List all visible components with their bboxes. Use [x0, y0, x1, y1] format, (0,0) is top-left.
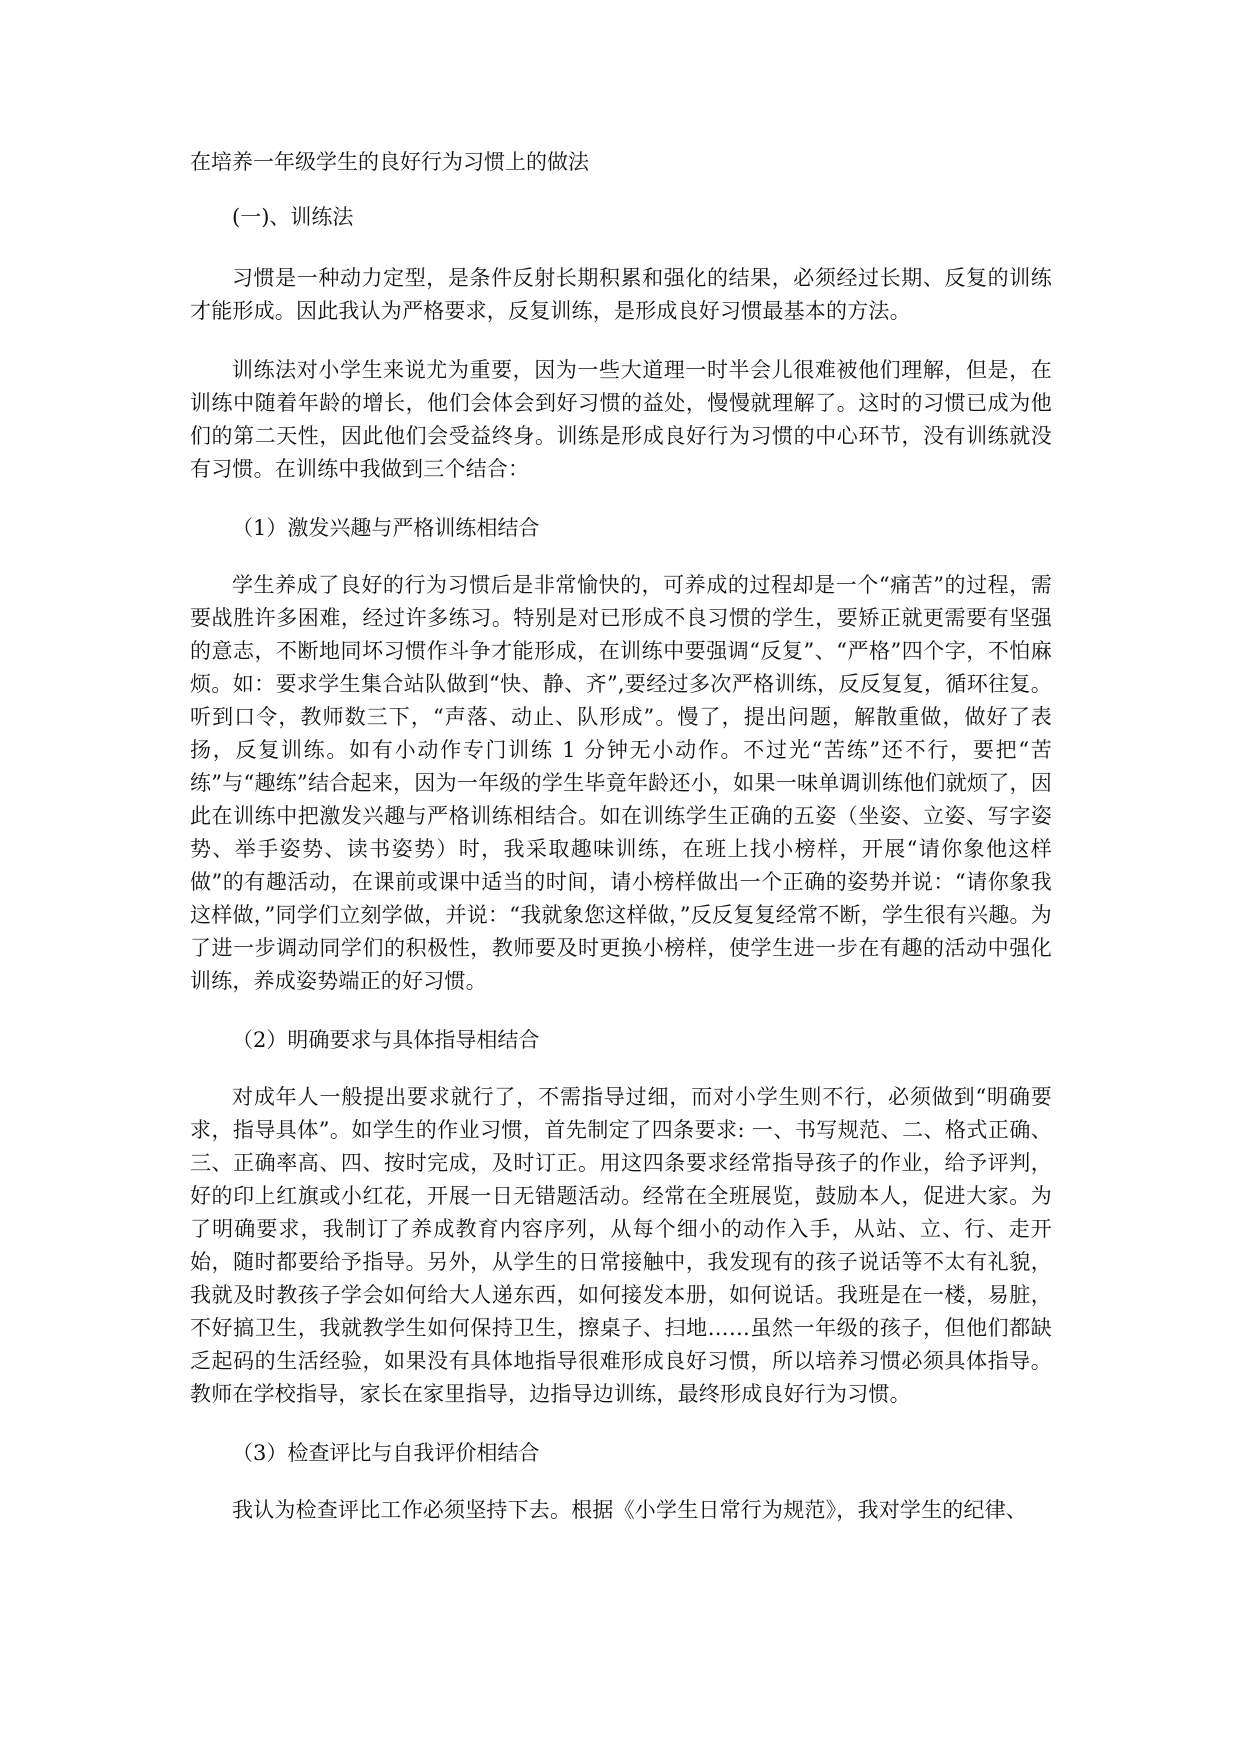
- subheading-3: （3）检查评比与自我评价相结合: [232, 1441, 540, 1465]
- paragraph-2: 训练法对小学生来说尤为重要，因为一些大道理一时半会儿很难被他们理解，但是，在训练中随着年龄的增长，他们会体会到好习惯的益处，慢慢就理解了。这时的习惯已成为他们的第二天性，因此他们会受益终身。训练是形成良好行为习惯的中心环节，没有训练就没有习惯。在训练中我做到三个结合：: [190, 358, 1052, 481]
- section-heading: (一)、训练法: [232, 205, 354, 229]
- document-body: [190, 146, 1052, 1553]
- paragraph-3: 学生养成了良好的行为习惯后是非常愉快的，可养成的过程却是一个“痛苦”的过程，需要战胜许多困难，经过许多练习。特别是对已形成不良习惯的学生，要矫正就更需要有坚强的意志，不断地同坏习惯作斗争才能形成，在训练中要强调“反复”、“严格”四个字，不怕麻烦。如：要求学生集合站队做到“快、静、齐”,要经过多次严格训练，反反复复，循环往复。听到口令，教师数三下，“声落、动止、队形成”。慢了，提出问题，解散重做，做好了表扬，反复训练。如有小动作专门训练 1 分钟无小动作。不过光“苦练”还不行，要把“苦练”与“趣练”结合起来，因为一年级的学生毕竟年龄还小，如果一味单调训练他们就烦了，因此在训练中把激发兴趣与严格训练相结合。如在训练学生正确的五姿（坐姿、立姿、写字姿势、举手姿势、读书姿势）时，我采取趣味训练，在班上找小榜样，开展“请你象他这样做”的有趣活动，在课前或课中适当的时间，请小榜样做出一个正确的姿势并说：“请你象我这样做，”同学们立刻学做，并说：“我就象您这样做，”反反复复经常不断，学生很有兴趣。为了进一步调动同学们的积极性，教师要及时更换小榜样，使学生进一步在有趣的活动中强化训练，养成姿势端正的好习惯。: [190, 573, 1052, 993]
- document-title: 在培养一年级学生的良好行为习惯上的做法: [190, 150, 589, 174]
- subheading-2: （2）明确要求与具体指导相结合: [232, 1028, 540, 1052]
- paragraph-1: 习惯是一种动力定型，是条件反射长期积累和强化的结果，必须经过长期、反复的训练才能形成。因此我认为严格要求，反复训练，是形成良好习惯最基本的方法。: [190, 266, 1052, 323]
- paragraph-4: 对成年人一般提出要求就行了，不需指导过细，而对小学生则不行，必须做到“明确要求，指导具体”。如学生的作业习惯，首先制定了四条要求: 一、书写规范、二、格式正确、三、正确率高、四、按时完成，及时订正。用这四条要求经常指导孩子的作业，给予评判，好的印上红旗或小红花，开展一日无错题活动。经常在全班展览，鼓励本人，促进大家。为了明确要求，我制订了养成教育内容序列，从每个细小的动作入手，从站、立、行、走开始，随时都要给予指导。另外，从学生的日常接触中，我发现有的孩子说话等不太有礼貌，我就及时教孩子学会如何给大人递东西，如何接发本册，如何说话。我班是在一楼，易脏，不好搞卫生，我就教学生如何保持卫生，擦桌子、扫地……虽然一年级的孩子，但他们都缺乏起码的生活经验，如果没有具体地指导很难形成良好习惯，所以培养习惯必须具体指导。教师在学校指导，家长在家里指导，边指导边训练，最终形成良好行为习惯。: [190, 1085, 1052, 1406]
- paragraph-5: 我认为检查评比工作必须坚持下去。根据《小学生日常行为规范》，我对学生的纪律、: [232, 1498, 1028, 1522]
- subheading-1: （1）激发兴趣与严格训练相结合: [232, 516, 540, 540]
